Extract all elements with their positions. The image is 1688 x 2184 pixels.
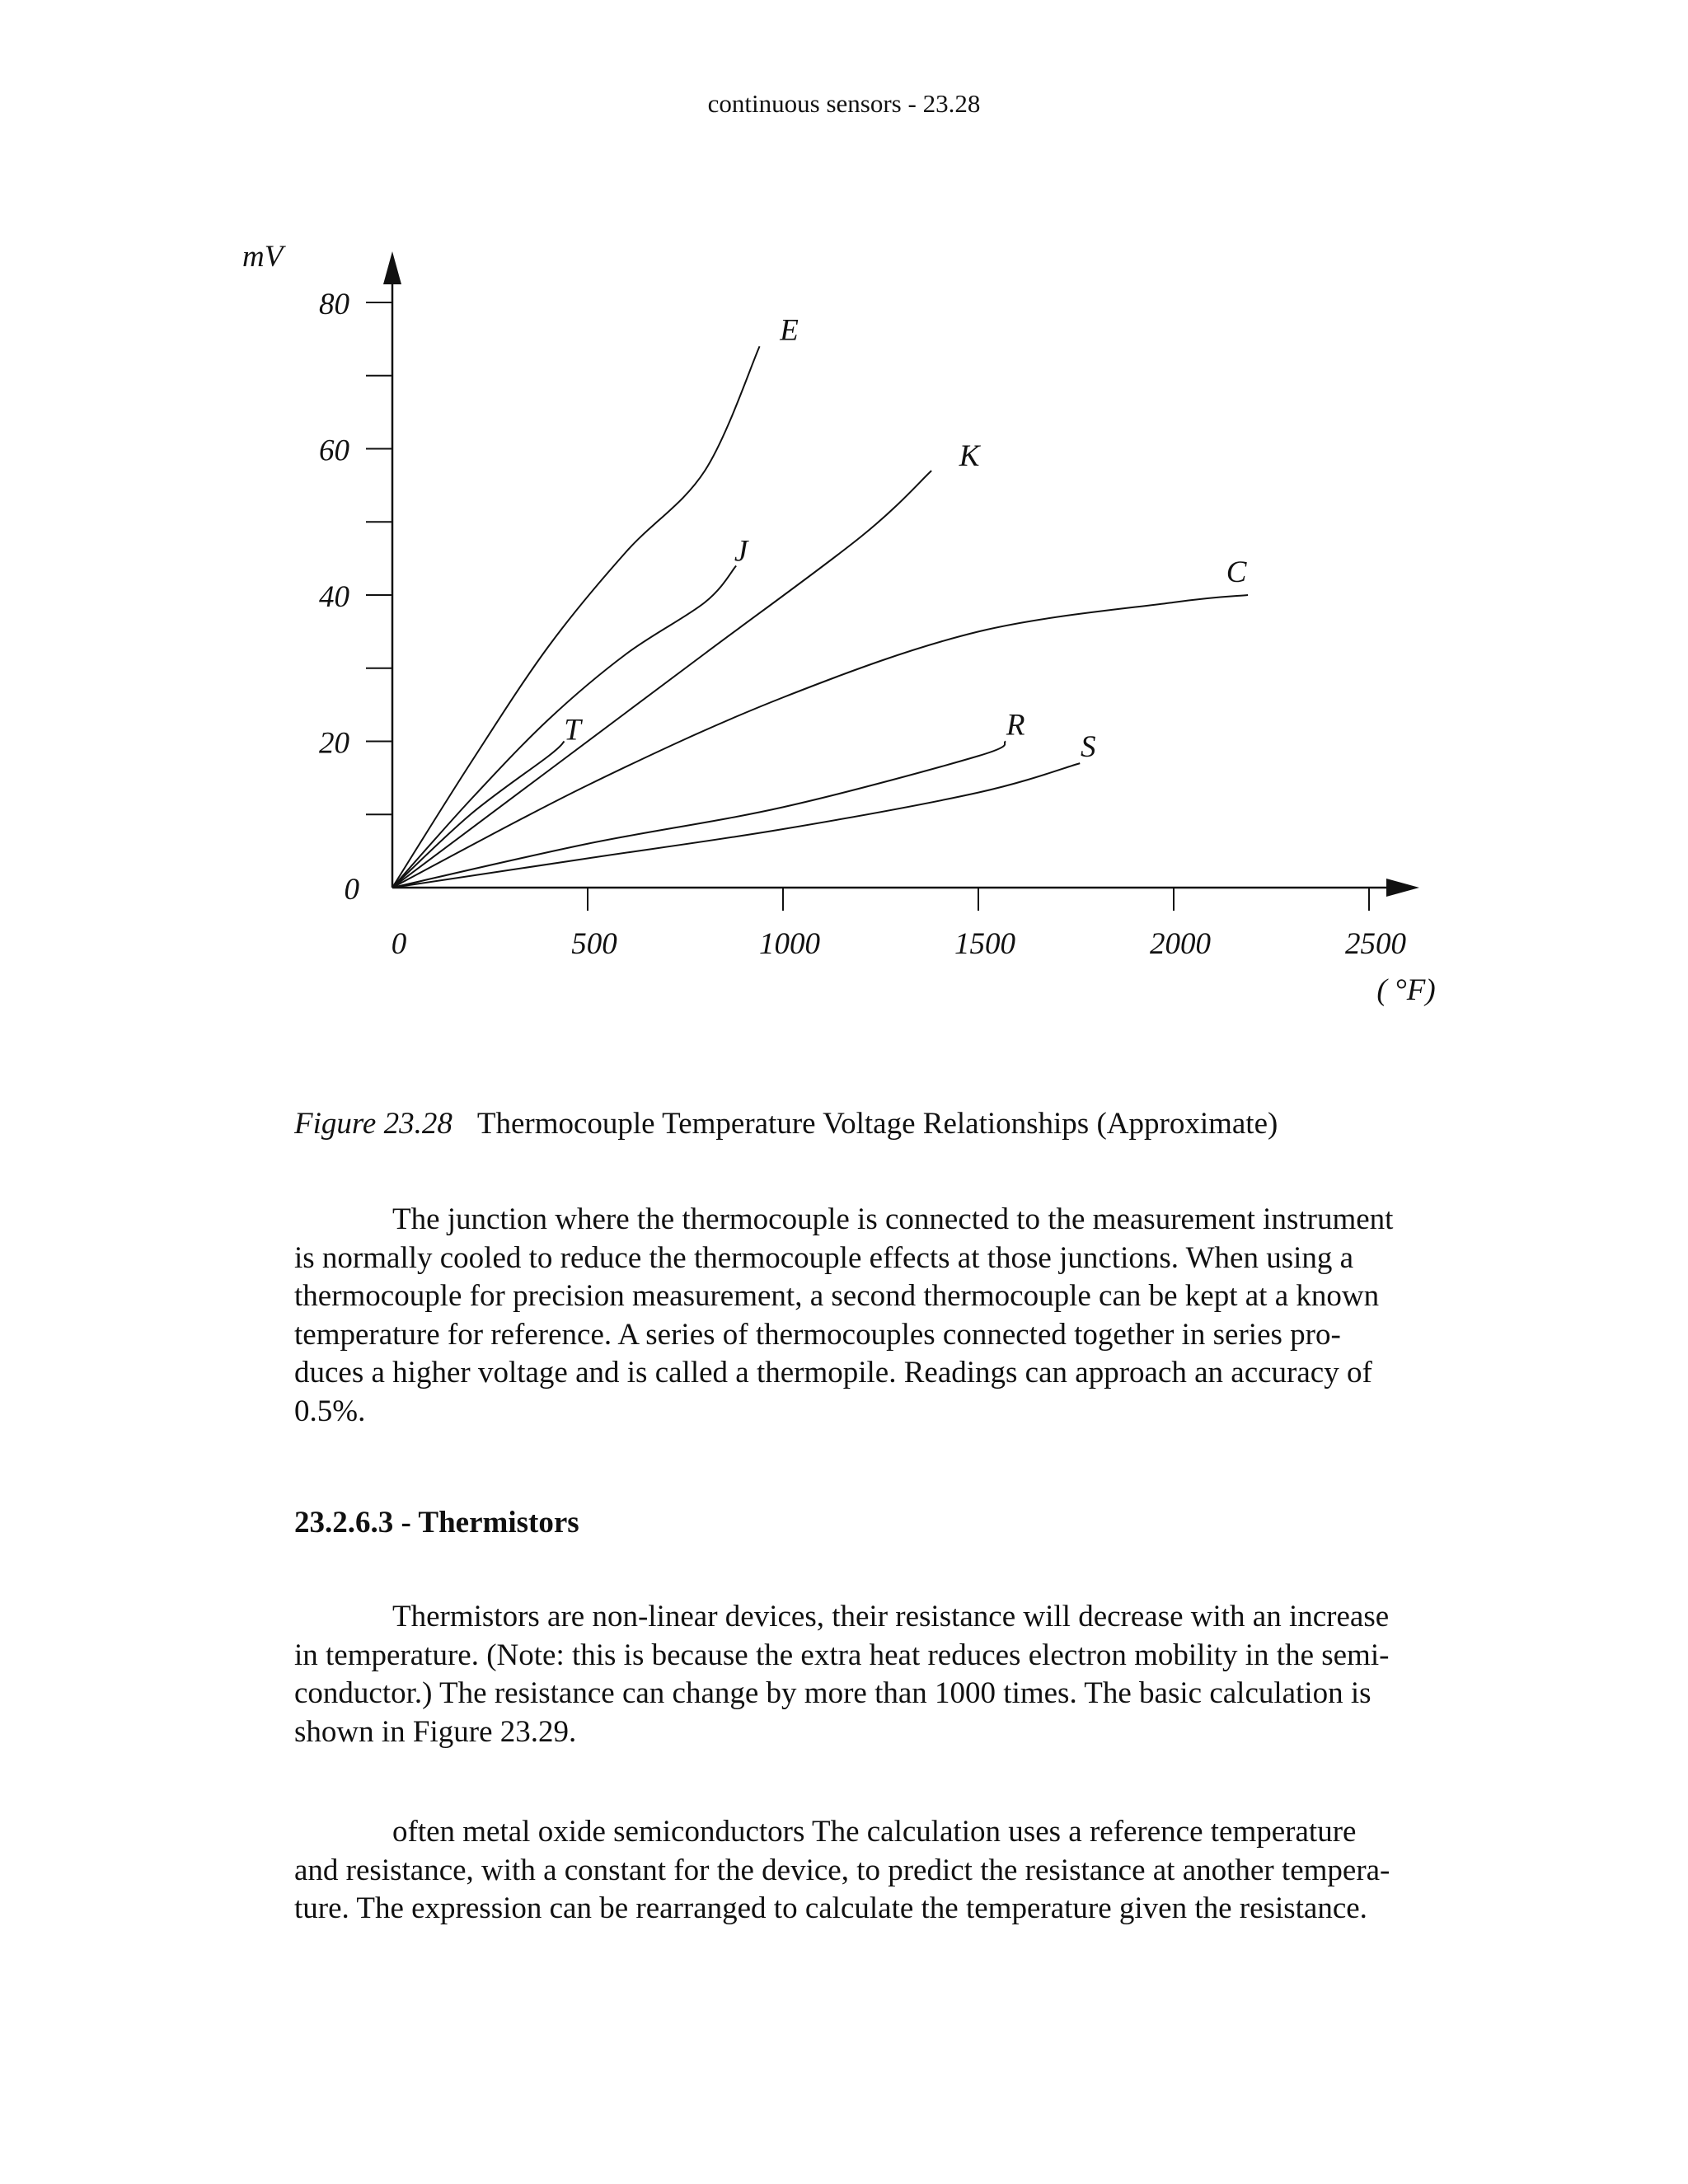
- x-tick-label: 500: [571, 927, 617, 961]
- x-axis-arrow-icon: [1386, 879, 1419, 897]
- paragraph-thermocouple-junction: [294, 1201, 1465, 1431]
- series-label-K: K: [959, 439, 980, 474]
- x-tick-label: 2000: [1150, 927, 1211, 961]
- x-axis-label: ( °F): [1376, 973, 1436, 1007]
- x-tick-label: 2500: [1345, 927, 1406, 961]
- section-heading: 23.2.6.3 - Thermistors: [294, 1506, 579, 1540]
- x-tick-label: 1500: [954, 927, 1015, 961]
- series-label-J: J: [734, 534, 748, 569]
- y-tick-label: 40: [319, 580, 349, 614]
- text-line: in temperature. (Note: this is because the extra heat reduces electron mobility in the semi-: [294, 1638, 1390, 1672]
- series-line-E: [392, 346, 760, 888]
- figure-caption: [294, 1106, 1278, 1141]
- text-line: and resistance, with a constant for the device, to predict the resistance at another tempera-: [294, 1853, 1390, 1887]
- text-line: temperature for reference. A series of thermocouples connected together in series pro-: [294, 1317, 1341, 1352]
- series-line-K: [392, 471, 931, 888]
- thermocouple-chart: [0, 0, 1688, 1038]
- figure-number: Figure 23.28: [294, 1107, 452, 1141]
- y-tick-label: 60: [319, 434, 349, 468]
- paragraph-metal-oxide: [294, 1813, 1465, 1929]
- series-line-C: [392, 595, 1248, 888]
- text-line: is normally cooled to reduce the thermocouple effects at those junctions. When using a: [294, 1240, 1354, 1275]
- y-tick-label: 0: [344, 873, 359, 907]
- text-line: thermocouple for precision measurement, a second thermocouple can be kept at a known: [294, 1279, 1380, 1313]
- text-line: often metal oxide semiconductors The calculation uses a reference temperature: [392, 1815, 1357, 1849]
- paragraph-thermistors: [294, 1598, 1465, 1751]
- y-tick-label: 80: [319, 288, 349, 321]
- x-tick-label: 0: [391, 927, 407, 961]
- text-line: duces a higher voltage and is called a thermopile. Readings can approach an accuracy of: [294, 1356, 1372, 1390]
- x-tick-label: 1000: [759, 927, 820, 961]
- series-line-R: [392, 742, 1006, 888]
- y-axis-arrow-icon: [383, 251, 401, 284]
- y-tick-label: 20: [319, 726, 349, 761]
- text-line: ture. The expression can be rearranged to calculate the temperature given the resistance.: [294, 1891, 1367, 1925]
- text-line: shown in Figure 23.29.: [294, 1714, 577, 1749]
- series-label-E: E: [780, 313, 799, 348]
- text-line: conductor.) The resistance can change by more than 1000 times. The basic calculation is: [294, 1676, 1372, 1710]
- series-label-R: R: [1006, 708, 1025, 743]
- series-label-C: C: [1226, 555, 1247, 589]
- text-line: Thermistors are non-linear devices, their resistance will decrease with an increase: [392, 1600, 1390, 1633]
- figure-caption-text: Thermocouple Temperature Voltage Relationships (Approximate): [476, 1107, 1278, 1141]
- text-line: The junction where the thermocouple is connected to the measurement instrument: [392, 1202, 1394, 1236]
- running-header: continuous sensors - 23.28: [707, 89, 981, 118]
- series-label-S: S: [1080, 730, 1096, 765]
- text-line: 0.5%.: [294, 1394, 366, 1428]
- series-line-S: [392, 763, 1080, 888]
- series-label-T: T: [564, 713, 581, 748]
- y-axis-label: mV: [242, 240, 284, 274]
